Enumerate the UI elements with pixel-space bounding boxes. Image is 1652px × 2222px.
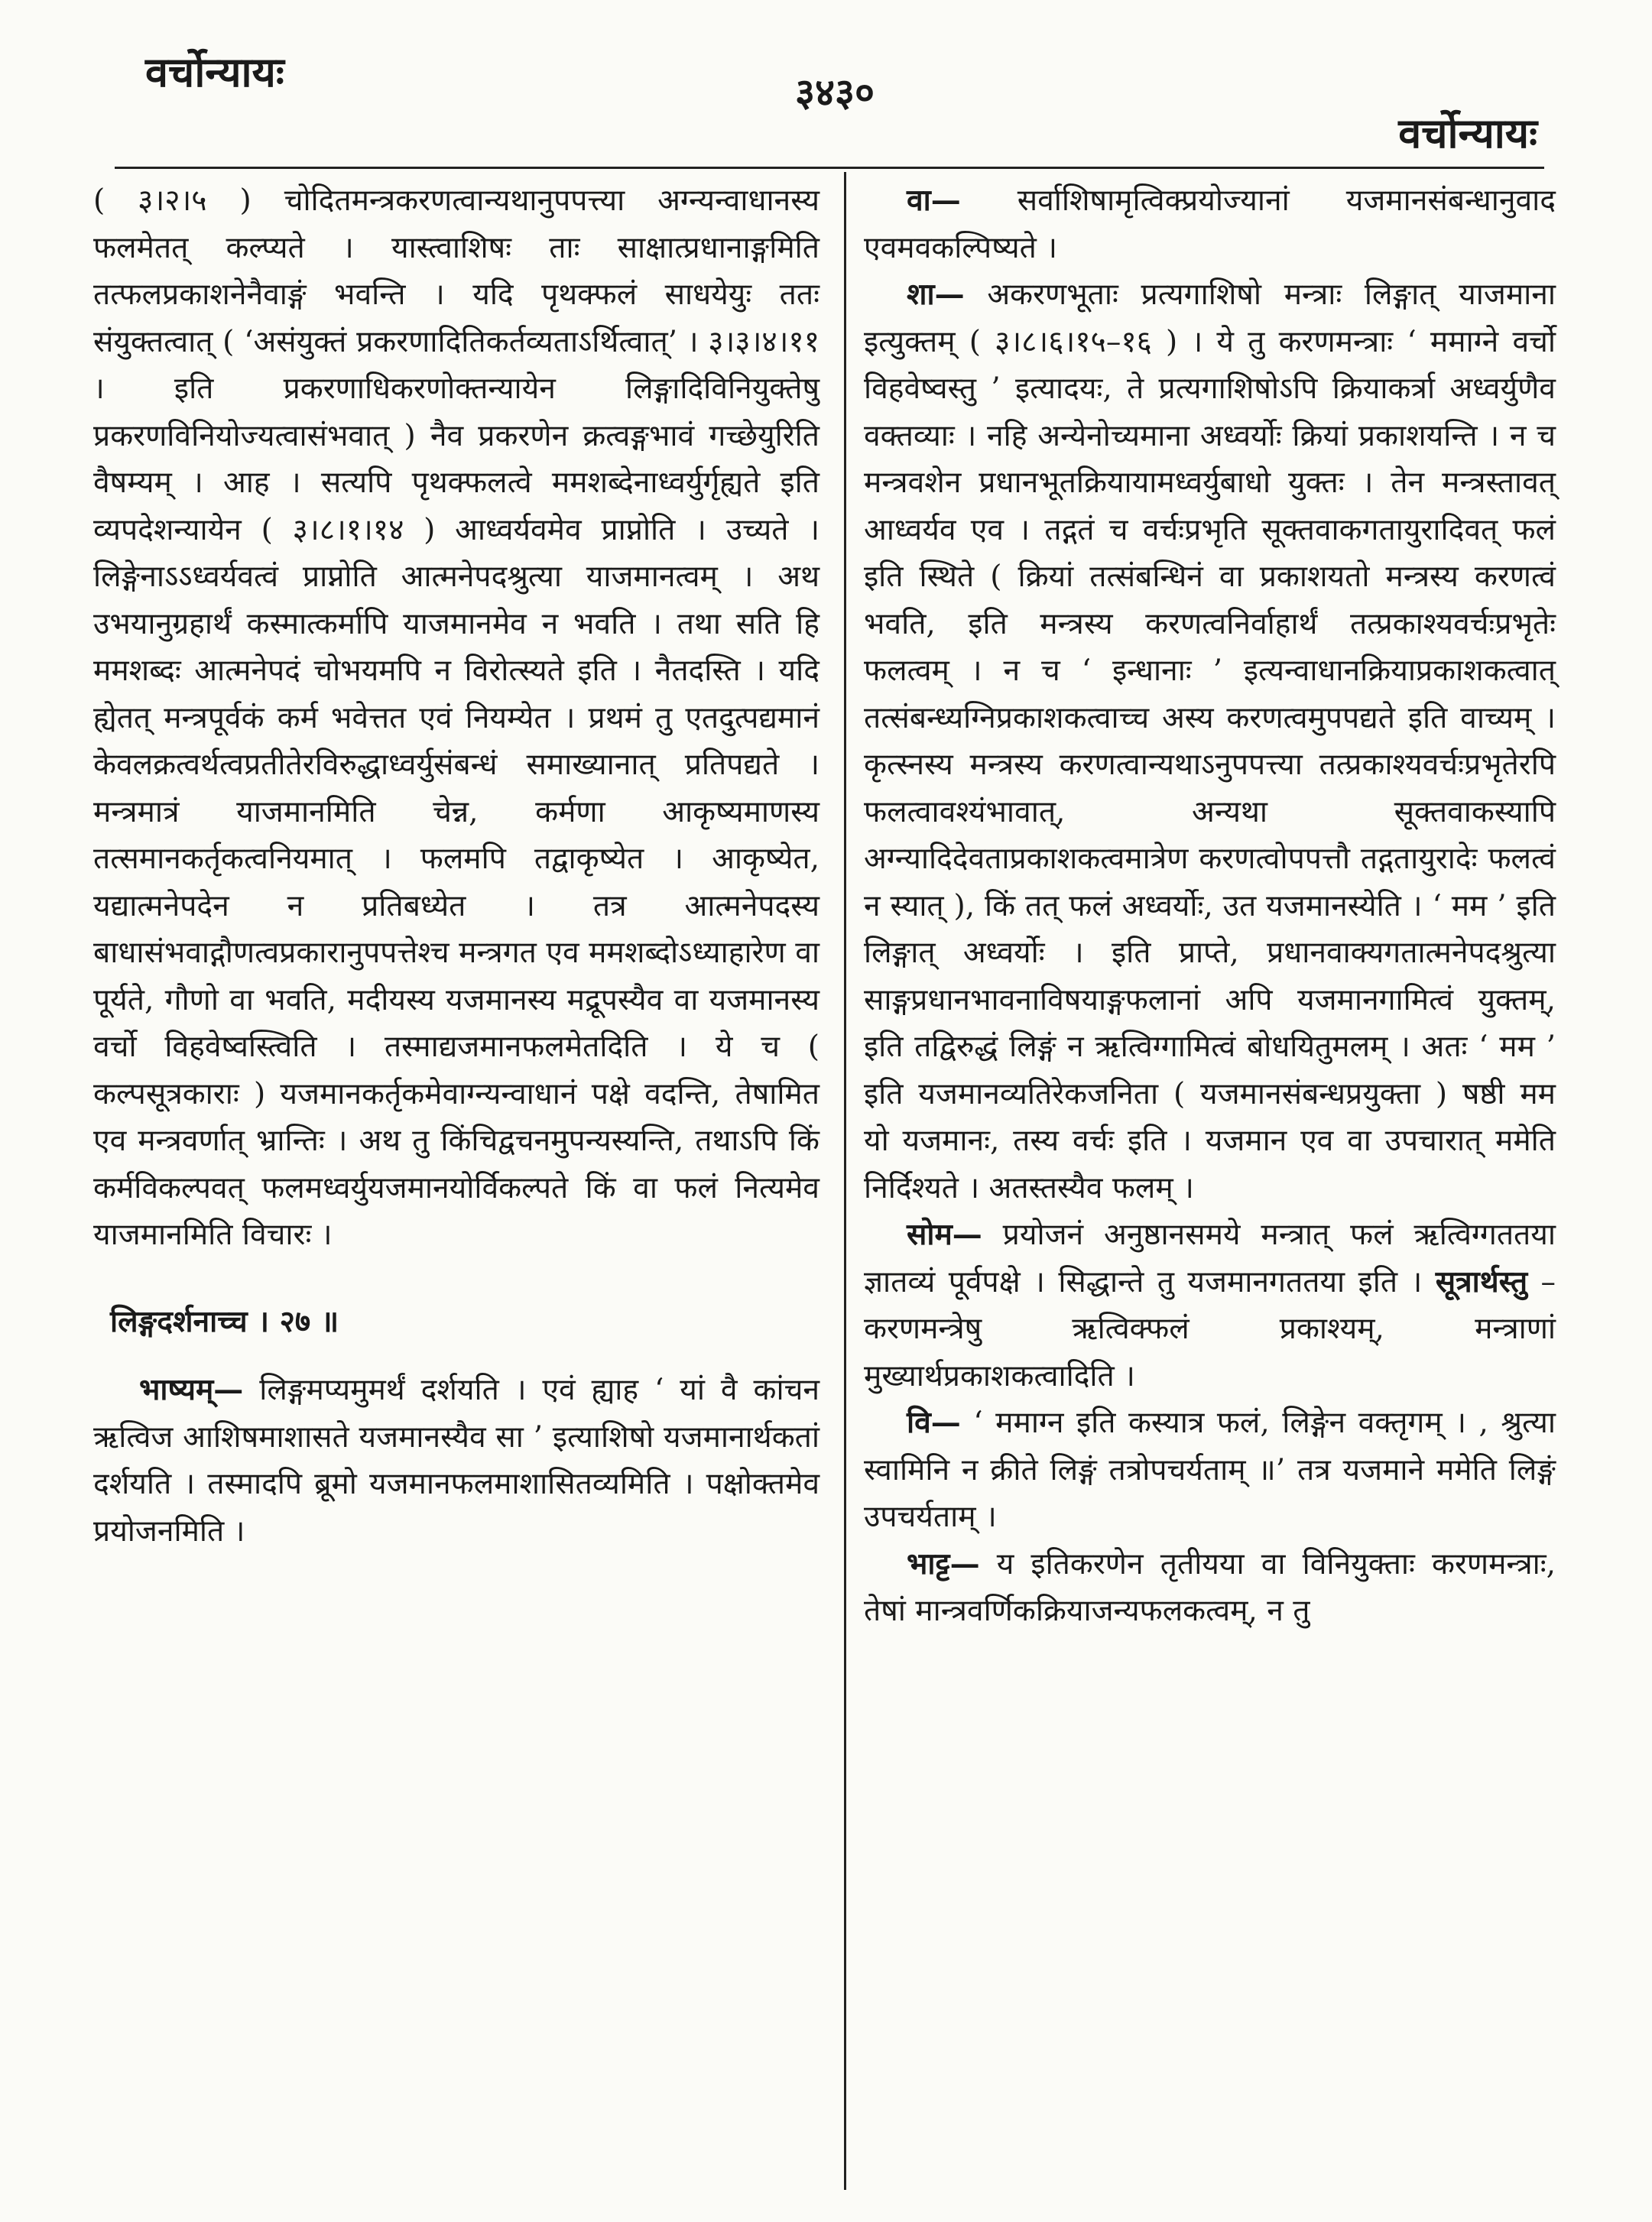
bhashya-paragraph — [93, 1367, 820, 1555]
header-rule — [115, 167, 1544, 169]
commentary-sha-text: अकरणभूताः प्रत्यगाशिषो मन्त्राः लिङ्गात् याजमाना इत्युक्तम् ( ३।८।६।१५–१६ ) । ये तु करणमन्त्राः ‘ ममाग्ने वर्चो विहवेष्वस्तु ’ इत्यादयः, ते प्रत्यगाशिषोऽपि क्रियाकर्त्रा अध्वर्युणैव वक्तव्याः । नहि अन्येनोच्यमाना अध्वर्योः क्रियां प्रकाशयन्ति । न च मन्त्रवशेन प्रधानभूतक्रियायामध्वर्युबाधो युक्तः । तेन मन्त्रस्तावत् आध्वर्यव एव । तद्गतं च वर्चःप्रभृति सूक्तवाकगतायुरादिवत् फलं इति स्थिते ( क्रियां तत्संबन्धिनं वा प्रकाशयतो मन्त्रस्य करणत्वं भवति, इति मन्त्रस्य करणत्वनिर्वाहार्थं तत्प्रकाश्यवर्चःप्रभृतेः फलत्वम् । न च ‘ इन्धानाः ’ इत्यन्वाधानक्रियाप्रकाशकत्वात् तत्संबन्ध्यग्निप्रकाशकत्वाच्च अस्य करणत्वमुपपद्यते इति वाच्यम् । कृत्स्नस्य मन्त्रस्य करणत्वान्यथाऽनुपपत्त्या तत्प्रकाश्यवर्चःप्रभृतेरपि फलत्वावश्यंभावात्, अन्यथा सूक्तवाकस्यापि अग्न्यादिदेवताप्रकाशकत्वमात्रेण करणत्वोपपत्तौ तद्गतायुरादेः फलत्वं न स्यात् ), किं तत् फलं अध्वर्योः, उत यजमानस्येति । ‘ मम ’ इति लिङ्गात् अध्वर्योः । इति प्राप्ते, प्रधानवाक्यगतात्मनेपदश्रुत्या साङ्गप्रधानभावनाविषयाङ्गफलानां अपि यजमानगामित्वं युक्तम्, इति तद्विरुद्धं लिङ्गं न ऋत्विग्गामित्वं बोधयितुमलम् । अतः ‘ मम ’ इति यजमानव्यतिरेकजनिता ( यजमानसंबन्धप्रयुक्ता ) षष्ठी मम यो यजमानः, तस्य वर्चः इति । यजमान एव वा उपचारात् ममेति निर्दिश्यते । अतस्तस्यैव फलम् । — [864, 277, 1556, 1205]
commentary-sha-label: शा— — [907, 277, 965, 312]
commentary-vi-label: वि— — [907, 1405, 961, 1440]
bhashya-text: लिङ्गमप्यमुमर्थं दर्शयति । एवं ह्याह ‘ यां वै कांचन ऋत्विज आशिषमाशासते यजमानस्यैव सा ’ इत्याशिषो यजमानार्थकतां दर्शयति । तस्मादपि ब्रूमो यजमानफलमाशासितव्यमिति । पक्षोक्तमेव प्रयोजनमिति । — [93, 1373, 820, 1549]
commentary-bhatta-label: भाट्ट— — [907, 1546, 980, 1581]
commentary-soma-rest: – करणमन्त्रेषु ऋत्विक्फलं प्रकाश्यम्, मन्त्राणां मुख्यार्थप्रकाशकत्वादिति । — [864, 1264, 1556, 1393]
left-main-paragraph: ( ३।२।५ ) चोदितमन्त्रकरणत्वान्यथानुपपत्त्या अग्न्यन्वाधानस्य फलमेतत् कल्प्यते । यास्त्वाशिषः ताः साक्षात्प्रधानाङ्गमिति तत्फलप्रकाशनेनैवाङ्गं भवन्ति । यदि पृथक्फलं साधयेयुः ततः संयुक्तत्वात् ( ‘असंयुक्तं प्रकरणादितिकर्तव्यताऽर्थित्वात्’ । ३।३।४।११ । इति प्रकरणाधिकरणोक्तन्यायेन लिङ्गादिविनियुक्तेषु प्रकरणविनियोज्यत्वासंभवात् ) नैव प्रकरणेन क्रत्वङ्गभावं गच्छेयुरिति वैषम्यम् । आह । सत्यपि पृथक्फलत्वे ममशब्देनाध्वर्युर्गृह्यते इति व्यपदेशन्यायेन ( ३।८।१।१४ ) आध्वर्यवमेव प्राप्नोति । उच्यते । लिङ्गेनाऽऽध्वर्यवत्वं प्राप्नोति आत्मनेपदश्रुत्या याजमानत्वम् । अथ उभयानुग्रहार्थं कस्मात्कर्मापि याजमानमेव न भवति । तथा सति हि ममशब्दः आत्मनेपदं चोभयमपि न विरोत्स्यते इति । नैतदस्ति । यदि ह्येतत् मन्त्रपूर्वकं कर्म भवेत्तत एवं नियम्येत । प्रथमं तु एतदुत्पद्यमानं केवलक्रत्वर्थत्वप्रतीतेरविरुद्धाध्वर्युसंबन्धं समाख्यानात् प्रतिपद्यते । मन्त्रमात्रं याजमानमिति चेन्न, कर्मणा आकृष्यमाणस्य तत्समानकर्तृकत्वनियमात् । फलमपि तद्वाकृष्येत । आकृष्येत, यद्यात्मनेपदेन न प्रतिबध्येत । तत्र आत्मनेपदस्य बाधासंभवाद्गौणत्वप्रकारानुपपत्तेश्च मन्त्रगत एव ममशब्दोऽध्याहारेण वा पूर्यते, गौणो वा भवति, मदीयस्य यजमानस्य मद्रूपस्यैव वा यजमानस्य वर्चो विहवेष्वस्त्विति । तस्माद्यजमानफलमेतदिति । ये च ( कल्पसूत्रकाराः ) यजमानकर्तृकमेवाग्न्यन्वाधानं पक्षे वदन्ति, तेषामित एव मन्त्रवर्णात् भ्रान्तिः । अथ तु किंचिद्वचनमुपन्यस्यन्ति, तथाऽपि किं कर्मविकल्पवत् फलमध्वर्युयजमानयोर्विकल्पते किं वा फलं नित्यमेव याजमानमिति विचारः । — [93, 183, 820, 1252]
running-title-right: वर्चोन्यायः — [1398, 109, 1537, 157]
left-column — [93, 177, 820, 1555]
page-number: ३४३० — [795, 70, 875, 115]
commentary-soma — [864, 1212, 1556, 1400]
running-title-left: वर्चोन्यायः — [145, 47, 284, 96]
commentary-va-label: वा— — [907, 183, 961, 218]
commentary-soma-text: प्रयोजनं अनुष्ठानसमये मन्त्रात् फलं ऋत्विग्गततया ज्ञातव्यं पूर्वपक्षे । सिद्धान्ते तु यजमानगततया इति । — [864, 1218, 1556, 1299]
commentary-va — [864, 177, 1556, 271]
bhashya-label: भाष्यम्— — [139, 1372, 244, 1407]
commentary-soma-label: सोम— — [907, 1217, 982, 1252]
commentary-soma-bold: सूत्रार्थस्तु — [1435, 1263, 1528, 1299]
commentary-bhatta-text: य इतिकरणेन तृतीयया वा विनियुक्ताः करणमन्त्राः, तेषां मान्त्रवर्णिकक्रियाजन्यफलकत्वम्, न तु — [864, 1546, 1556, 1628]
commentary-va-text: सर्वाशिषामृत्विक्प्रयोज्यानां यजमानसंबन्धानुवाद एवमवकल्पिष्यते । — [864, 183, 1556, 265]
commentary-sha — [864, 271, 1556, 1212]
commentary-bhatta — [864, 1541, 1556, 1635]
right-column — [864, 177, 1556, 1635]
commentary-vi — [864, 1400, 1556, 1541]
commentary-vi-text: ‘ ममाग्न इति कस्यात्र फलं, लिङ्गेन वक्तृगम् । , श्रुत्या स्वामिनि न क्रीते लिङ्गं तत्रोपचर्यताम् ॥’ तत्र यजमाने ममेति लिङ्गं उपचर्यताम् । — [864, 1406, 1556, 1534]
sutra-heading: लिङ्गदर्शनाच्च । २७ ॥ — [110, 1303, 339, 1339]
column-divider — [844, 172, 846, 2190]
